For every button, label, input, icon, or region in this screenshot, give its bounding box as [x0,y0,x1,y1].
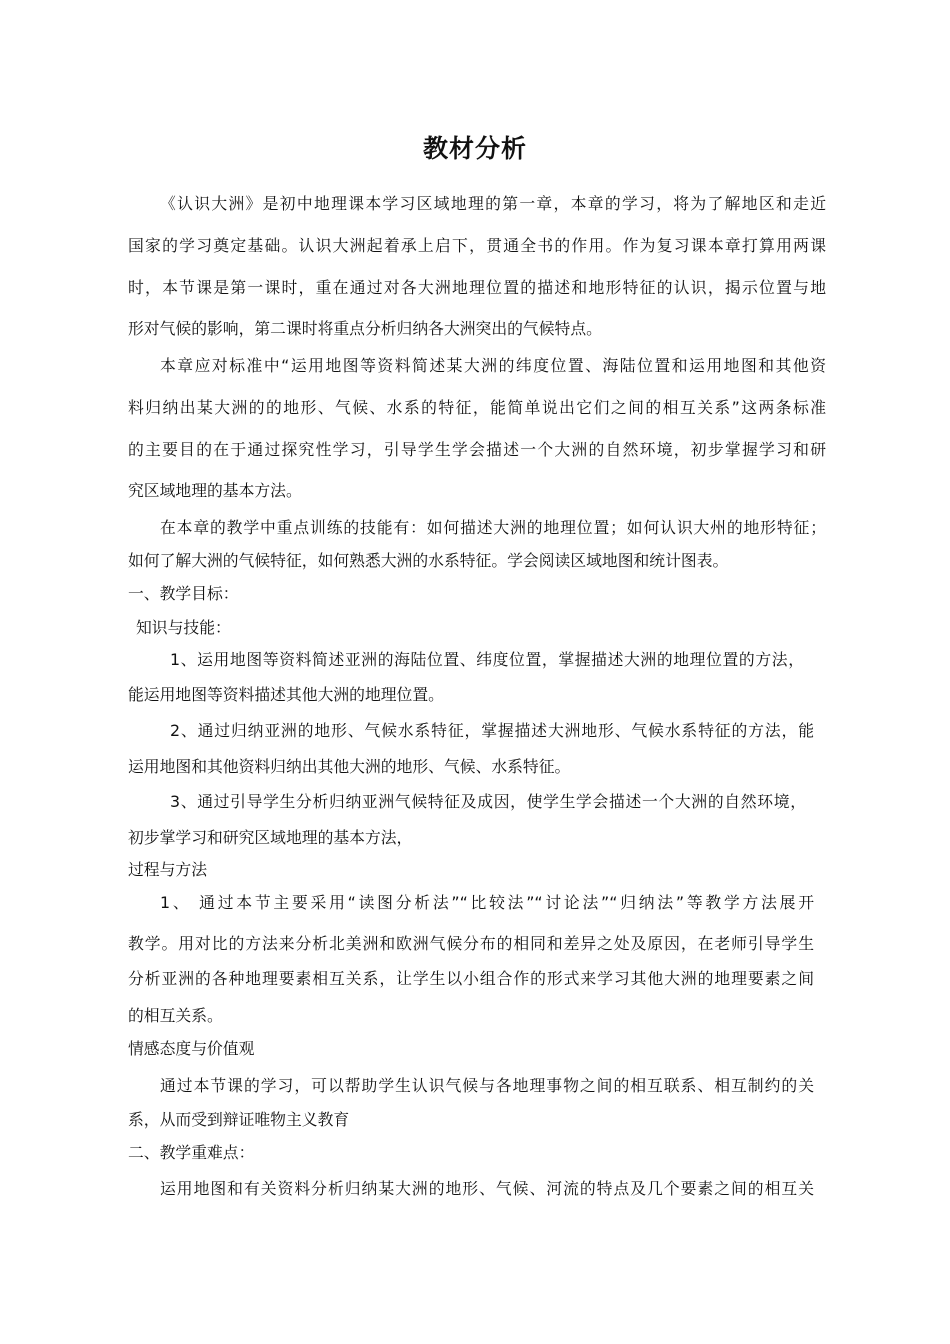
paragraph-line: 运用地图和有关资料分析归纳某大洲的地形、气候、河流的特点及几个要素之间的相互关 [160,1179,814,1198]
list-item: 1、 通过本节主要采用“读图分析法”“比较法”“讨论法”“归纳法”等教学方法展开 [160,893,814,912]
list-item-continuation: 运用地图和其他资料归纳出其他大洲的地形、气候、水系特征。 [128,757,571,776]
paragraph-line: 分析亚洲的各种地理要素相互关系，让学生以小组合作的形式来学习其他大洲的地理要素之间 [128,969,814,988]
subsection-heading: 情感态度与价值观 [128,1039,255,1058]
paragraph-line: 教学。用对比的方法来分析北美洲和欧洲气候分布的相同和差异之处及原因，在老师引导学生 [128,934,814,953]
paragraph-line: 时，本节课是第一课时，重在通过对各大洲地理位置的描述和地形特征的认识，揭示位置与地 [128,278,826,297]
paragraph-line: 如何了解大洲的气候特征，如何熟悉大洲的水系特征。学会阅读区域地图和统计图表。 [128,551,729,570]
section-heading: 二、教学重难点： [128,1143,255,1162]
paragraph-line: 系，从而受到辩证唯物主义教育 [128,1110,350,1129]
paragraph-line: 料归纳出某大洲的的地形、气候、水系的特征，能简单说出它们之间的相互关系”这两条标准 [128,398,826,417]
paragraph-line: 的主要目的在于通过探究性学习，引导学生学会描述一个大洲的自然环境，初步掌握学习和研 [128,440,826,459]
list-item: 2、通过归纳亚洲的地形、气候水系特征，掌握描述大洲地形、气候水系特征的方法，能 [170,721,814,740]
document-title: 教材分析 [422,134,527,163]
subsection-heading: 知识与技能： [136,618,231,637]
paragraph-line: 国家的学习奠定基础。认识大洲起着承上启下，贯通全书的作用。作为复习课本章打算用两课 [128,236,826,255]
list-item-continuation: 能运用地图等资料描述其他大洲的地理位置。 [128,685,444,704]
paragraph-line: 形对气候的影响，第二课时将重点分析归纳各大洲突出的气候特点。 [128,319,602,338]
paragraph-line: 的相互关系。 [128,1006,223,1025]
list-item-continuation: 初步掌学习和研究区域地理的基本方法， [128,828,413,847]
paragraph-line: 在本章的教学中重点训练的技能有：如何描述大洲的地理位置；如何认识大州的地形特征； [160,518,826,537]
subsection-heading: 过程与方法 [128,860,207,879]
paragraph-line: 《认识大洲》是初中地理课本学习区域地理的第一章，本章的学习，将为了解地区和走近 [160,194,826,213]
paragraph-line: 通过本节课的学习，可以帮助学生认识气候与各地理事物之间的相互联系、相互制约的关 [160,1076,814,1095]
list-item: 1、运用地图等资料简述亚洲的海陆位置、纬度位置，掌握描述大洲的地理位置的方法， [170,650,804,669]
paragraph-line: 本章应对标准中“运用地图等资料简述某大洲的纬度位置、海陆位置和运用地图和其他资 [160,356,826,375]
list-item: 3、通过引导学生分析归纳亚洲气候特征及成因，使学生学会描述一个大洲的自然环境， [170,792,806,811]
paragraph-line: 究区域地理的基本方法。 [128,481,302,500]
section-heading: 一、教学目标： [128,584,239,603]
